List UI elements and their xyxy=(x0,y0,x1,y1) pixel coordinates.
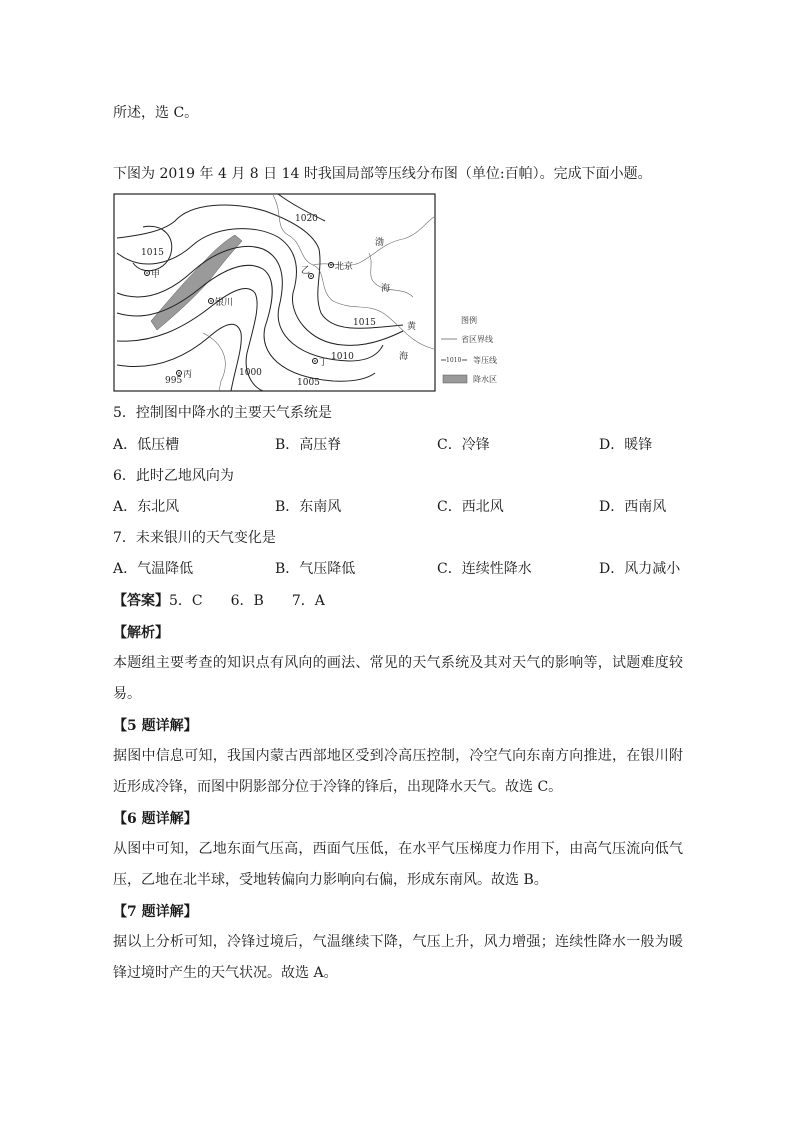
legend-rain: 降水区 xyxy=(473,375,497,384)
q6-option-a: A．东北风 xyxy=(113,499,180,515)
rain-area xyxy=(151,235,242,330)
q5-option-d: D．暖锋 xyxy=(599,437,653,453)
question-7-stem: 7．未来银川的天气变化是 xyxy=(113,530,276,546)
legend-rain-swatch xyxy=(443,375,467,383)
label-hai2: 海 xyxy=(399,352,409,362)
label-yi: 乙 xyxy=(301,266,311,276)
q5-option-b: B．高压脊 xyxy=(275,437,342,453)
q5-option-c: C．冷锋 xyxy=(437,437,490,453)
coast-line xyxy=(369,253,413,297)
detail-7-tag: 【7 题详解】 xyxy=(113,904,198,920)
province-border-3 xyxy=(333,301,434,349)
analysis-text: 本题组主要考查的知识点有风向的画法、常见的天气系统及其对天气的影响等，试题难度较易。 xyxy=(113,655,683,702)
label-jia: 甲 xyxy=(151,270,161,280)
isobar-value: 1020 xyxy=(295,214,318,224)
q6-option-c: C．西北风 xyxy=(437,499,504,515)
isobar-value: 1015 xyxy=(141,248,164,258)
q5-option-a: A．低压槽 xyxy=(113,437,180,453)
detail-6-tag: 【6 题详解】 xyxy=(113,811,198,827)
q7-option-d: D．风力减小 xyxy=(599,561,681,577)
isobar-1015-a xyxy=(117,205,403,328)
legend-isobar: 等压线 xyxy=(473,356,497,365)
isobar-map-svg xyxy=(113,193,523,393)
isobar-value: 1000 xyxy=(239,368,262,378)
question-intro: 下图为 2019 年 4 月 8 日 14 时我国局部等压线分布图（单位:百帕）。完成下面小题。 xyxy=(113,166,652,182)
legend-title: 图例 xyxy=(461,316,477,325)
province-border-2 xyxy=(313,217,434,265)
isobar-value: 995 xyxy=(165,376,183,386)
question-6-stem: 6．此时乙地风向为 xyxy=(113,468,234,484)
label-bing: 丙 xyxy=(183,370,193,380)
label-hai1: 海 xyxy=(381,284,391,294)
province-border-4 xyxy=(203,333,225,391)
analysis-tag: 【解析】 xyxy=(113,625,169,641)
isobar-value: 1005 xyxy=(297,378,320,388)
label-yinchuan: 银川 xyxy=(215,298,234,308)
answer-tag: 【答案】 xyxy=(113,593,169,609)
isobar-value: 1015 xyxy=(353,318,376,328)
legend-province: 省区界线 xyxy=(461,335,493,344)
answer-text: 5．C 6．B 7．A xyxy=(169,593,325,609)
detail-5-tag: 【5 题详解】 xyxy=(113,718,198,734)
label-beijing: 北京 xyxy=(335,262,354,272)
detail-6-text: 从图中可知，乙地东面气压高，西面气压低，在水平气压梯度力作用下，由高气压流向低气压，乙地在北半球，受地转偏向力影响向右偏，形成东南风。故选 B。 xyxy=(113,841,683,888)
detail-5-text: 据图中信息可知，我国内蒙古西部地区受到冷高压控制，冷空气向东南方向推进，在银川附近形成冷锋，而图中阴影部分位于冷锋的锋后，出现降水天气。故选 C。 xyxy=(113,748,683,795)
label-ding: 丁 xyxy=(319,358,329,368)
isobar-value: 1010 xyxy=(331,352,354,362)
legend-isobar-sample: 1010 xyxy=(446,357,462,364)
question-5-stem: 5．控制图中降水的主要天气系统是 xyxy=(113,405,332,421)
q6-option-d: D．西南风 xyxy=(599,499,667,515)
answer-line xyxy=(113,592,325,610)
label-bo: 渤 xyxy=(375,238,385,248)
previous-answer-text: 所述，选 C。 xyxy=(113,105,199,121)
q7-option-a: A．气温降低 xyxy=(113,561,194,577)
q6-option-b: B．东南风 xyxy=(275,499,342,515)
q7-option-b: B．气压降低 xyxy=(275,561,356,577)
label-huang: 黄 xyxy=(407,322,417,332)
q7-option-c: C．连续性降水 xyxy=(437,561,532,577)
detail-7-text: 据以上分析可知，冷锋过境后，气温继续下降，气压上升，风力增强；连续性降水一般为暖锋过境时产生的天气状况。故选 A。 xyxy=(113,934,683,981)
isobar-map xyxy=(113,193,523,393)
